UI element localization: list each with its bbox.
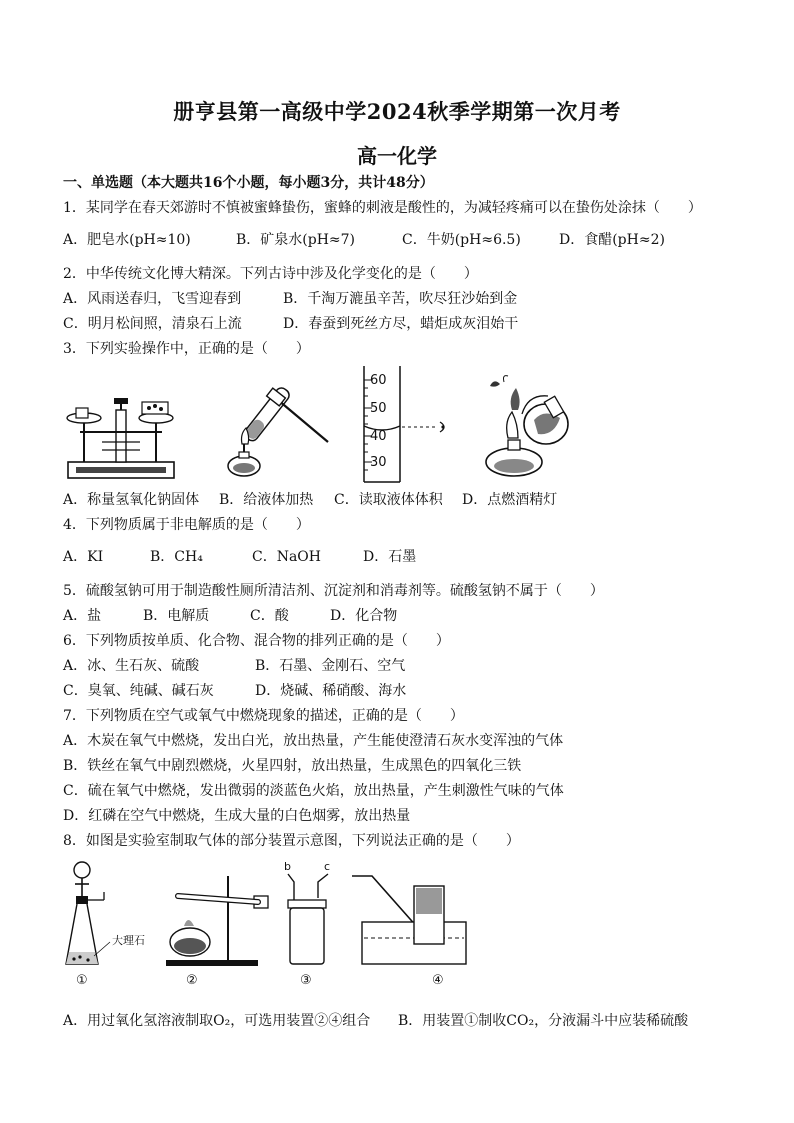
q5-option-c: C．酸 [250,608,289,624]
cylinder-tick-40: 40 [370,429,387,444]
balance-figure [62,388,180,484]
q6-option-b: B．石墨、金刚石、空气 [255,658,406,674]
exam-title: 册亨县第一高级中学2024秋季学期第一次月考 [173,99,621,124]
q5-option-a: A．盐 [63,608,102,624]
q4-option-d: D．石墨 [363,549,417,565]
q1-option-c: C．牛奶(pH≈6.5) [402,232,521,248]
subject-title: 高一化学 [357,144,437,168]
q6-stem: 6．下列物质按单质、化合物、混合物的排列正确的是（ ） [63,633,450,649]
q7-option-a: A．木炭在氧气中燃烧，发出白光，放出热量，产生能使澄清石灰水变浑浊的气体 [63,733,564,749]
cylinder-tick-50: 50 [370,401,387,416]
label-c: c [324,860,331,873]
q2-stem: 2．中华传统文化博大精深。下列古诗中涉及化学变化的是（ ） [63,266,478,282]
q6-option-a: A．冰、生石灰、硫酸 [63,658,200,674]
label-b: b [284,860,291,873]
q7-option-b: B．铁丝在氧气中剧烈燃烧，火星四射，放出热量，生成黑色的四氧化三铁 [63,758,522,774]
q7-option-d: D．红磷在空气中燃烧，生成大量的白色烟雾，放出热量 [63,808,411,824]
q2-option-b: B．千淘万漉虽辛苦，吹尽狂沙始到金 [283,291,518,307]
q3-option-b: B．给液体加热 [219,492,314,508]
q3-option-a: A．称量氢氧化钠固体 [63,492,200,508]
cylinder-tick-30: 30 [370,455,387,470]
q7-stem: 7．下列物质在空气或氧气中燃烧现象的描述，正确的是（ ） [63,708,464,724]
apparatus-number-2: ② [186,973,198,988]
q3-option-c: C．读取液体体积 [334,492,443,508]
apparatus-3 [284,860,330,988]
apparatus-number-3: ③ [300,973,312,988]
q6-option-d: D．烧碱、稀硝酸、海水 [255,683,407,699]
q2-option-d: D．春蚕到死丝方尽，蜡炬成灰泪始干 [283,316,519,332]
apparatus-number-4: ④ [432,973,444,988]
q3-stem: 3．下列实验操作中，正确的是（ ） [63,341,310,357]
q1-option-b: B．矿泉水(pH≈7) [236,232,356,248]
q5-stem: 5．硫酸氢钠可用于制造酸性厕所清洁剂、沉淀剂和消毒剂等。硫酸氢钠不属于（ ） [63,583,604,599]
q1-option-d: D．食醋(pH≈2) [559,232,665,248]
apparatus-number-1: ① [76,973,88,988]
q4-option-c: C．NaOH [252,549,321,565]
q6-option-c: C．臭氧、纯碱、碱石灰 [63,683,214,699]
q2-option-c: C．明月松间照，清泉石上流 [63,316,242,332]
apparatus-1 [66,862,145,988]
q4-stem: 4．下列物质属于非电解质的是（ ） [63,517,310,533]
q4-option-b: B．CH₄ [150,549,203,565]
alcohol-lamp-figure [478,374,588,486]
heating-liquid-figure [220,378,338,484]
q8-option-b: B．用装置①制收CO₂，分液漏斗中应装稀硫酸 [398,1013,689,1029]
q5-option-b: B．电解质 [143,608,210,624]
graduated-cylinder-figure [360,364,460,486]
q1-option-a: A．肥皂水(pH≈10) [63,232,191,248]
q7-option-c: C．硫在氧气中燃烧，发出微弱的淡蓝色火焰，放出热量，产生刺激性气味的气体 [63,783,564,799]
q5-option-d: D．化合物 [330,608,398,624]
q4-option-a: A．KI [63,549,104,565]
apparatus-4 [352,876,466,988]
q1-stem: 1．某同学在春天郊游时不慎被蜜蜂蛰伤，蜜蜂的刺液是酸性的，为减轻疼痛可以在蛰伤处涂抹（ ） [63,200,702,216]
cylinder-tick-60: 60 [370,373,387,388]
apparatus-2 [166,876,268,988]
apparatus-figure [62,856,482,988]
section-heading: 一、单选题（本大题共16个小题，每小题3分，共计48分） [63,175,434,191]
q3-option-d: D．点燃酒精灯 [462,492,558,508]
q8-option-a: A．用过氧化氢溶液制取O₂，可选用装置②④组合 [63,1013,371,1029]
q2-option-a: A．风雨送春归，飞雪迎春到 [63,291,242,307]
q8-stem: 8．如图是实验室制取气体的部分装置示意图，下列说法正确的是（ ） [63,833,520,849]
label-marble: 大理石 [112,934,145,947]
